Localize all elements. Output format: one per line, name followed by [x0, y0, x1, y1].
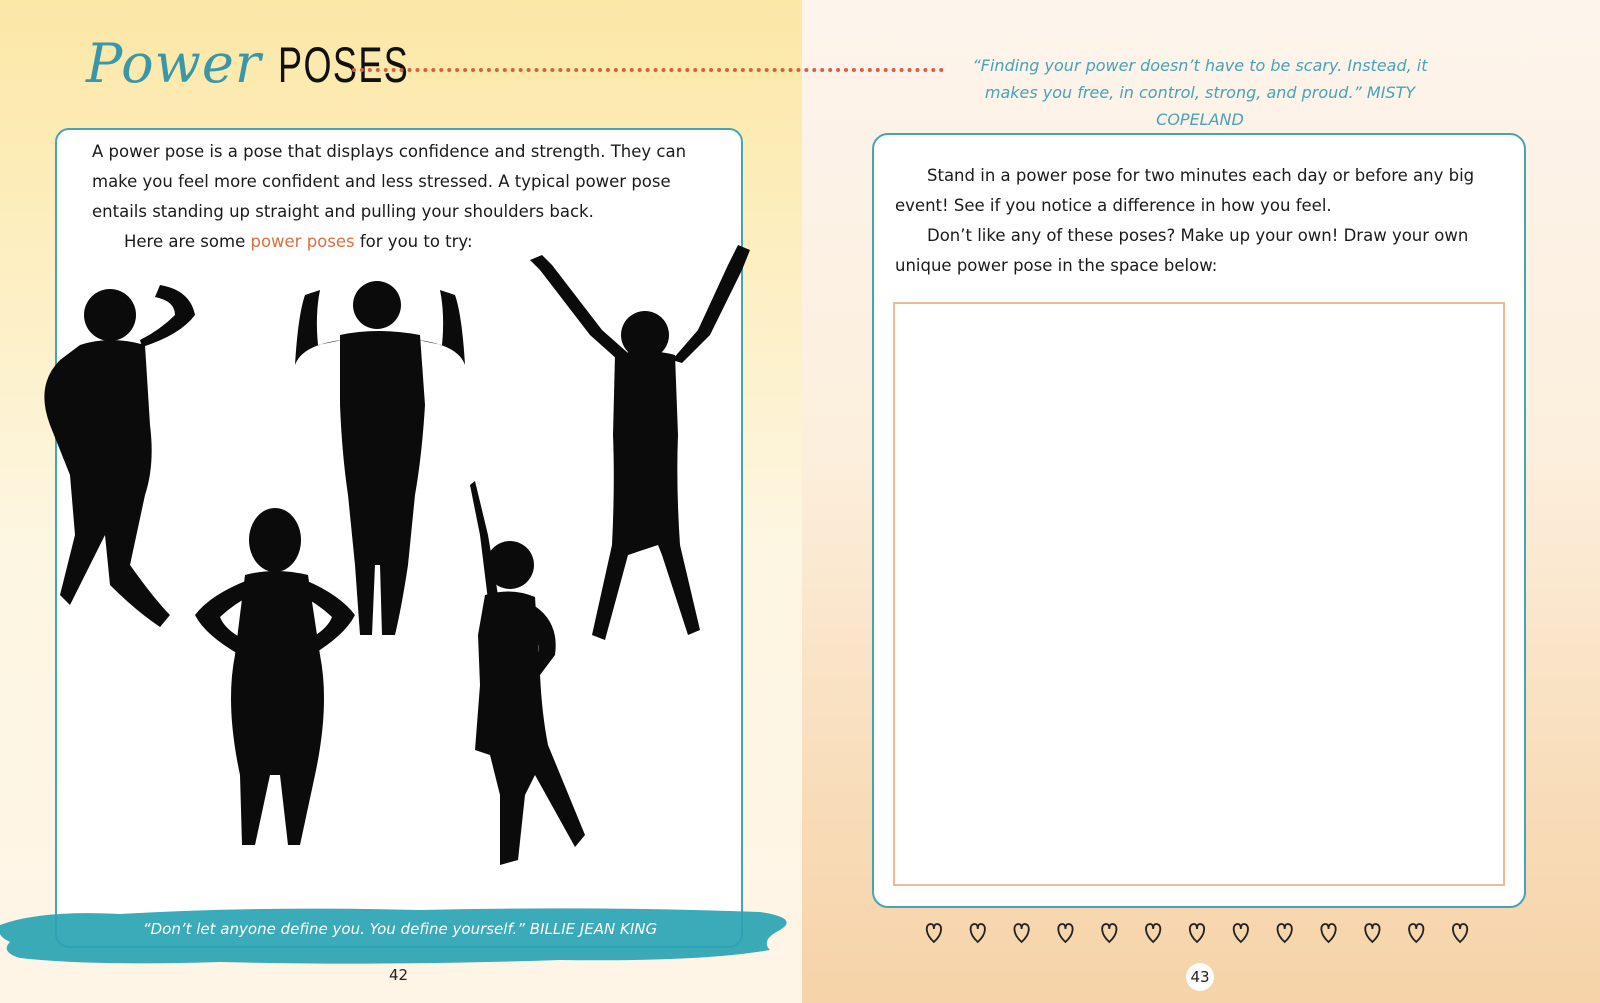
heart-icon: [1278, 924, 1292, 942]
title-script-word: Power: [86, 32, 262, 95]
intro-try-before: Here are some: [124, 232, 251, 251]
instruction-paragraph-1: Stand in a power pose for two minutes each day or before any big event! See if you notice a difference in how you feel.: [895, 166, 1475, 215]
title-caps-word: POSES: [277, 37, 409, 93]
heart-icon: [927, 924, 941, 942]
hearts-row: [912, 918, 1482, 948]
page-number-right: 43: [1186, 963, 1214, 991]
page-title: [86, 32, 460, 95]
silhouette-double-flex: [295, 281, 465, 635]
heart-icon: [1014, 924, 1028, 942]
heart-icon: [1453, 924, 1467, 942]
silhouette-flex-hip: [44, 285, 195, 627]
drawing-space[interactable]: [893, 302, 1505, 886]
heart-icon: [1190, 924, 1204, 942]
intro-try-after: for you to try:: [354, 232, 473, 251]
silhouette-hands-hips: [195, 508, 355, 845]
instruction-paragraph-2: Don’t like any of these poses? Make up your own! Draw your own unique power pose in the space below:: [895, 226, 1469, 275]
heart-icon: [1365, 924, 1379, 942]
heart-icon: [1234, 924, 1248, 942]
heart-icon: [971, 924, 985, 942]
power-pose-silhouettes: [30, 235, 770, 895]
instructions-text: [895, 161, 1501, 281]
misty-copeland-quote: “Finding your power doesn’t have to be scary. Instead, it makes you free, in control, strong, and proud.” MISTY COPELAND: [972, 56, 1428, 129]
heart-icon: [1321, 924, 1335, 942]
heart-icon: [1058, 924, 1072, 942]
silhouette-arm-raised: [470, 481, 585, 865]
intro-paragraph: A power pose is a pose that displays confidence and strength. They can make you feel more confident and less stressed. A typical power pose entails standing up straight and pulling your shoulders back.: [92, 142, 687, 221]
heart-icon: [1409, 924, 1423, 942]
silhouette-arms-up: [530, 245, 750, 640]
page-number-left: 42: [389, 966, 409, 984]
heart-icon: [1102, 924, 1116, 942]
billie-jean-king-quote: “Don’t let anyone define you. You define yourself.” BILLIE JEAN KING: [142, 920, 658, 938]
dotted-divider: [352, 68, 944, 72]
heart-icon: [1146, 924, 1160, 942]
power-poses-highlight: power poses: [250, 232, 355, 251]
